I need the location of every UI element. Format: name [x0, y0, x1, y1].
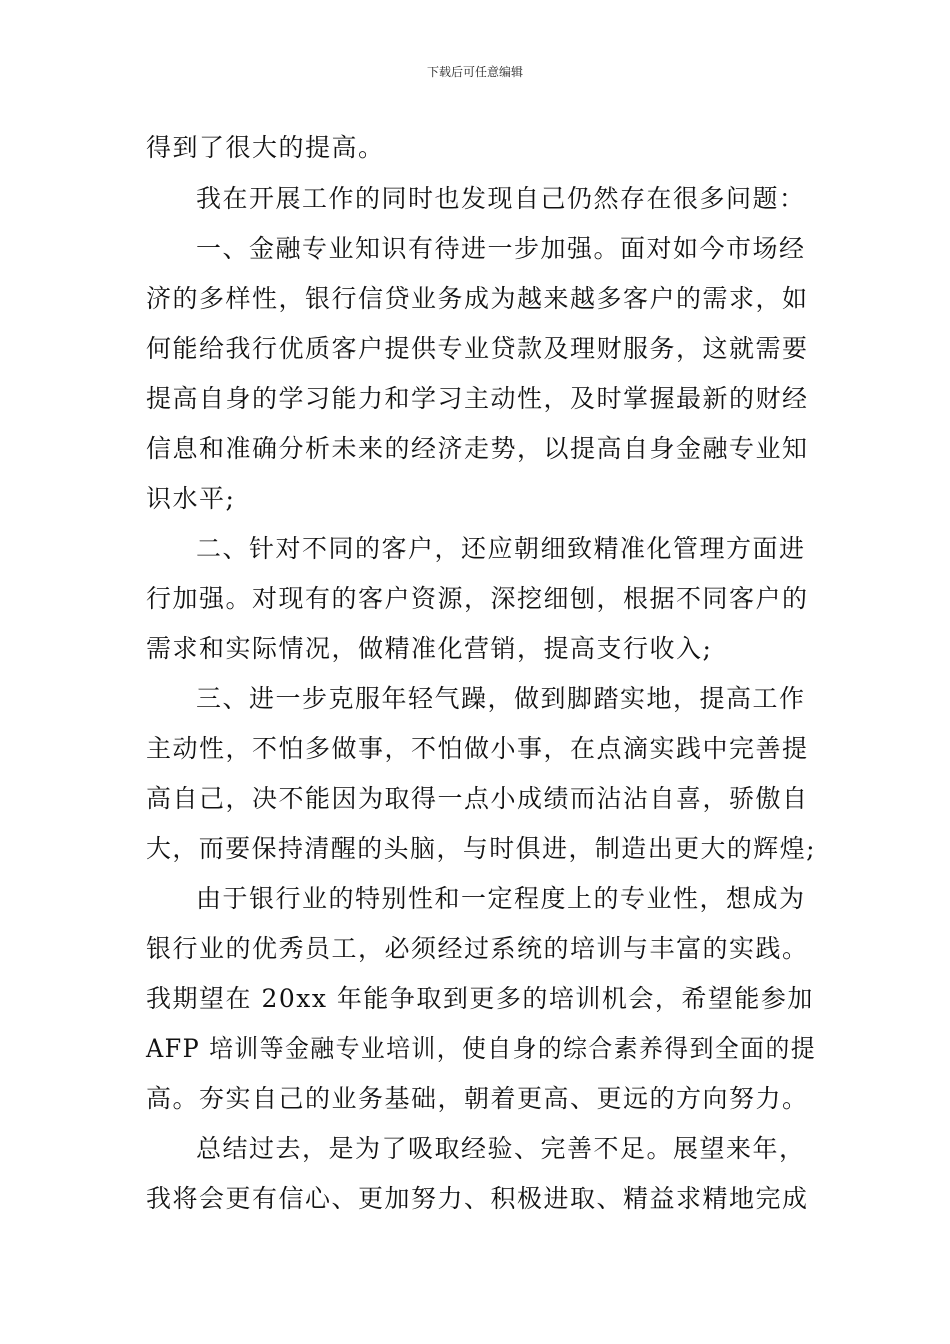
text-line: 得到了很大的提高。: [146, 133, 385, 162]
text-line: 识水平;: [146, 484, 236, 513]
text-line: 由于银行业的特别性和一定程度上的专业性，想成为: [196, 884, 806, 913]
text-line: 大，而要保持清醒的头脑，与时俱进，制造出更大的辉煌;: [146, 834, 817, 863]
text-line: 提高自身的学习能力和学习主动性，及时掌握最新的财经: [146, 384, 809, 413]
text-line: 主动性，不怕多做事，不怕做小事，在点滴实践中完善提: [146, 734, 809, 763]
text-line: 高。夯实自己的业务基础，朝着更高、更远的方向努力。: [146, 1084, 809, 1113]
text-line: 我期望在 20xx 年能争取到更多的培训机会，希望能参加: [146, 984, 814, 1013]
text-line: 二、针对不同的客户，还应朝细致精准化管理方面进: [196, 534, 806, 563]
text-line: 一、金融专业知识有待进一步加强。面对如今市场经: [196, 234, 806, 263]
text-line: 需求和实际情况，做精准化营销，提高支行收入;: [146, 634, 713, 663]
text-line: AFP 培训等金融专业培训，使自身的综合素养得到全面的提: [146, 1034, 817, 1063]
text-line: 信息和准确分析未来的经济走势，以提高自身金融专业知: [146, 434, 809, 463]
text-line: 何能给我行优质客户提供专业贷款及理财服务，这就需要: [146, 334, 809, 363]
text-line: 行加强。对现有的客户资源，深挖细刨，根据不同客户的: [146, 584, 809, 613]
text-line: 三、进一步克服年轻气躁，做到脚踏实地，提高工作: [196, 684, 806, 713]
text-line: 高自己，决不能因为取得一点小成绩而沾沾自喜，骄傲自: [146, 784, 809, 813]
text-line: 总结过去，是为了吸取经验、完善不足。展望来年，: [196, 1134, 806, 1163]
text-line: 我在开展工作的同时也发现自己仍然存在很多问题：: [196, 184, 806, 213]
text-line: 银行业的优秀员工，必须经过系统的培训与丰富的实践。: [146, 934, 809, 963]
page-header: 下载后可任意编辑: [426, 65, 523, 79]
text-line: 济的多样性，银行信贷业务成为越来越多客户的需求，如: [146, 284, 809, 313]
text-line: 我将会更有信心、更加努力、积极进取、精益求精地完成: [146, 1184, 809, 1213]
